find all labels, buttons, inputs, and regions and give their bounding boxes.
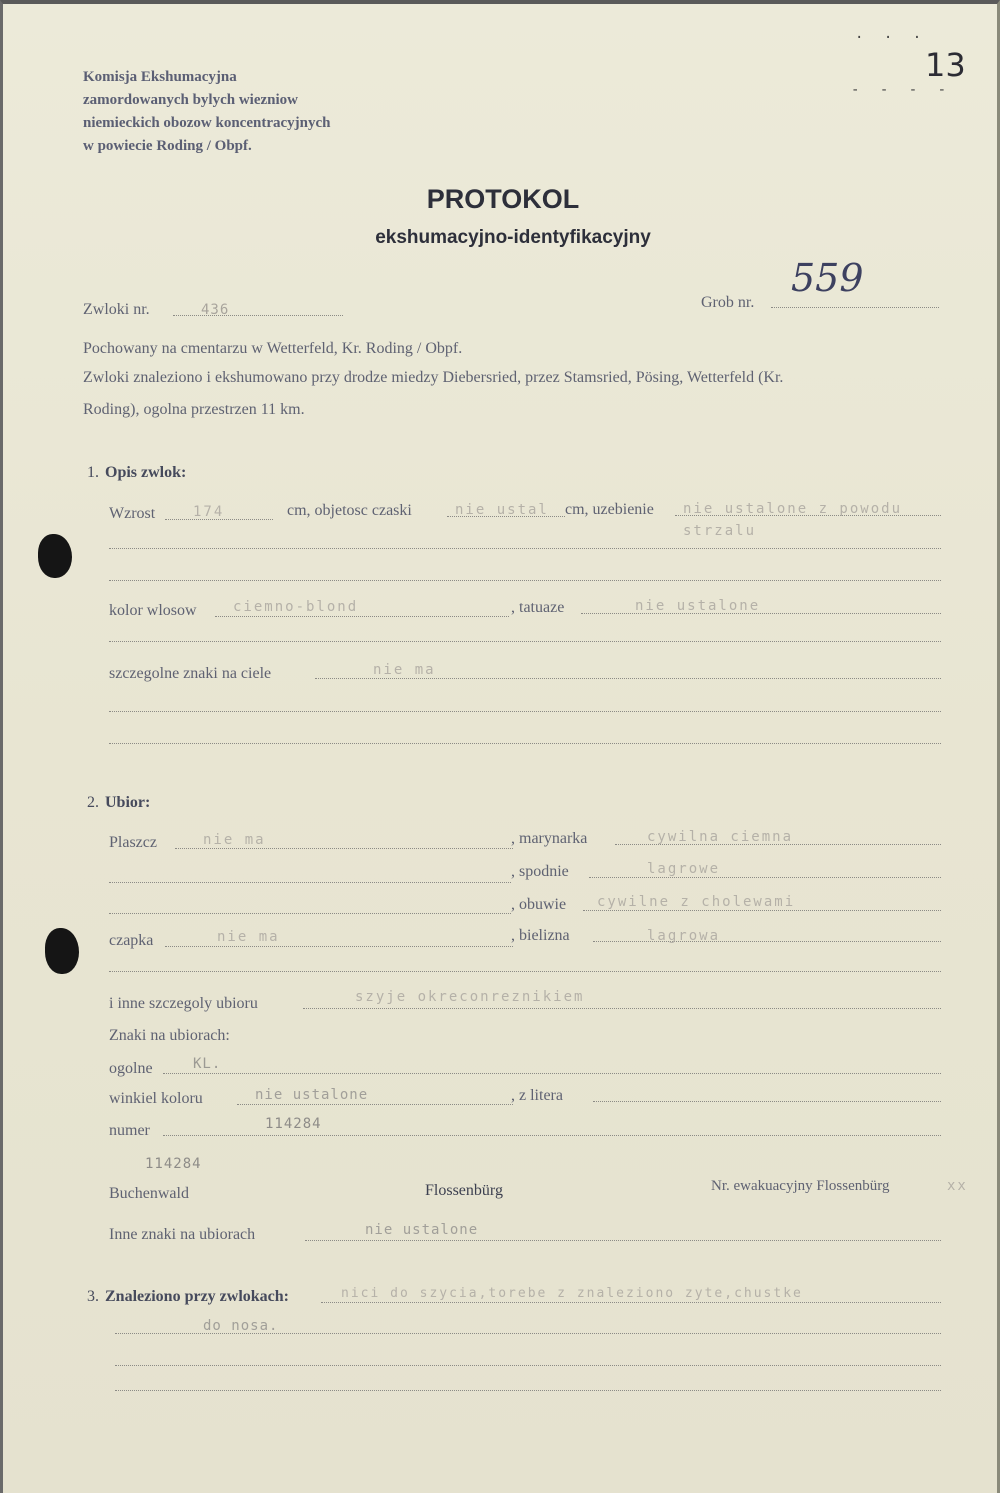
plaszcz-dotline	[175, 848, 513, 849]
section-1-line-e	[109, 743, 941, 744]
litera-dotline	[593, 1101, 941, 1102]
znaki-dotline	[315, 678, 941, 679]
czapka-value: nie ma	[217, 929, 280, 945]
bielizna-value: lagrowa	[647, 928, 721, 944]
zwloki-label: Zwloki nr.	[83, 301, 150, 318]
section-2-line-a	[109, 971, 941, 972]
section-1-line-c	[109, 641, 941, 642]
znaleziono-text-2: Roding), ogolna przestrzen 11 km.	[83, 401, 305, 418]
pochowany-text: Pochowany na cmentarzu w Wetterfeld, Kr. Roding / Obpf.	[83, 340, 463, 357]
inne-znaki-dotline	[305, 1240, 941, 1241]
czapka-dotline	[165, 946, 513, 947]
inne-label: i inne szczegoly ubioru	[109, 995, 258, 1012]
czaszka-label: cm, objetosc czaski	[287, 502, 412, 519]
institution-line-4: w powiecie Roding / Obpf.	[83, 138, 252, 154]
section-2-title: Ubior:	[105, 794, 151, 811]
section-3-heading	[87, 1288, 289, 1306]
bielizna-label: , bielizna	[511, 927, 570, 944]
grob-label: Grob nr.	[701, 294, 755, 311]
grob-dotline	[771, 307, 939, 308]
plaszcz-value: nie ma	[203, 832, 266, 848]
winkiel-dotline	[237, 1104, 513, 1105]
winkiel-label: winkiel koloru	[109, 1090, 203, 1107]
znaki-value: nie ma	[373, 662, 436, 678]
kolor-label: kolor wlosow	[109, 602, 197, 619]
punch-hole-bottom	[45, 928, 79, 974]
section-2-heading	[87, 794, 150, 812]
numer-dotline	[163, 1135, 941, 1136]
section-3-dotline-1	[321, 1302, 941, 1303]
obuwie-value: cywilne z cholewami	[597, 894, 796, 910]
section-1-line-a	[109, 548, 941, 549]
section-3-value-1: nici do szycia,torebe z znaleziono zyte,chustke	[341, 1286, 803, 1301]
znaki-label: szczegolne znaki na ciele	[109, 665, 272, 682]
institution-line-3: niemieckich obozow koncentracyjnych	[83, 115, 331, 131]
section-3-value-2: do nosa.	[203, 1318, 279, 1334]
wzrost-label: Wzrost	[109, 505, 156, 522]
tatuaze-label: , tatuaze	[511, 599, 565, 616]
section-3-dotline-4	[115, 1390, 941, 1391]
numer-value: 114284	[265, 1116, 322, 1132]
spodnie-value: lagrowe	[647, 861, 721, 877]
tatuaze-value: nie ustalone	[635, 598, 761, 614]
plaszcz-label: Plaszcz	[109, 834, 157, 851]
wzrost-value: 174	[193, 504, 225, 520]
section-3-title: Znaleziono przy zwlokach:	[105, 1288, 289, 1305]
marynarka-value: cywilna ciemna	[647, 829, 794, 845]
flossenburg-label: Flossenbürg	[425, 1182, 503, 1199]
uzebienie-value-2: strzalu	[683, 523, 757, 539]
document-subtitle: ekshumacyjno-identyfikacyjny	[375, 227, 651, 248]
znaleziono-text-1: Zwloki znaleziono i ekshumowano przy drodze miedzy Diebersried, przez Stamsried, Pösing, Wetterfeld (Kr.	[83, 369, 784, 386]
inne-value: szyje okreconreznikiem	[355, 989, 585, 1005]
section-3-dotline-3	[115, 1365, 941, 1366]
section-1-title: Opis zwlok:	[105, 464, 187, 481]
ewakuacyjny-label: Nr. ewakuacyjny Flossenbürg	[711, 1178, 890, 1194]
obuwie-left-dotline	[109, 913, 511, 914]
document-title: PROTOKOL	[426, 184, 580, 214]
uzebienie-label: cm, uzebienie	[565, 501, 654, 518]
buchenwald-number: 114284	[145, 1156, 202, 1172]
czaszka-value: nie ustal	[455, 502, 549, 518]
obuwie-label: , obuwie	[511, 896, 567, 913]
punch-hole-top	[38, 534, 72, 578]
ewakuacyjny-marks: xx	[947, 1178, 968, 1194]
buchenwald-label: Buchenwald	[109, 1185, 189, 1202]
ogolne-value: KL.	[193, 1056, 222, 1072]
marynarka-label: , marynarka	[511, 830, 588, 847]
czapka-label: czapka	[109, 932, 154, 949]
litera-label: , z litera	[511, 1087, 563, 1104]
kolor-value: ciemno-blond	[233, 599, 359, 615]
institution-line-1: Komisja Ekshumacyjna	[83, 69, 237, 85]
section-1-heading	[87, 464, 186, 482]
section-1-line-d	[109, 711, 941, 712]
znaki-ubior-label: Znaki na ubiorach:	[109, 1027, 230, 1044]
zwloki-dotline	[173, 315, 343, 316]
header-dashes: - - - -	[851, 82, 953, 98]
section-2-number: 2.	[87, 794, 99, 811]
obuwie-dotline	[583, 910, 941, 911]
uzebienie-value: nie ustalone z powodu	[683, 501, 903, 517]
grob-value: 559	[791, 256, 864, 300]
inne-znaki-label: Inne znaki na ubiorach	[109, 1226, 256, 1243]
spodnie-label: , spodnie	[511, 863, 569, 880]
section-1-number: 1.	[87, 464, 99, 481]
kolor-dotline	[215, 616, 509, 617]
inne-znaki-value: nie ustalone	[365, 1222, 479, 1238]
page-number: 13	[925, 46, 966, 84]
section-1-line-b	[109, 580, 941, 581]
winkiel-value: nie ustalone	[255, 1087, 369, 1103]
numer-label: numer	[109, 1122, 150, 1139]
section-3-number: 3.	[87, 1288, 99, 1305]
zwloki-value: 436	[201, 302, 230, 318]
spodnie-dotline	[589, 877, 941, 878]
institution-line-2: zamordowanych bylych wiezniow	[83, 92, 298, 108]
bielizna-dotline	[593, 941, 941, 942]
spodnie-left-dotline	[109, 882, 511, 883]
ogolne-label: ogolne	[109, 1060, 153, 1077]
ogolne-dotline	[163, 1073, 941, 1074]
header-dots: . . .	[855, 26, 928, 42]
inne-dotline	[303, 1008, 941, 1009]
